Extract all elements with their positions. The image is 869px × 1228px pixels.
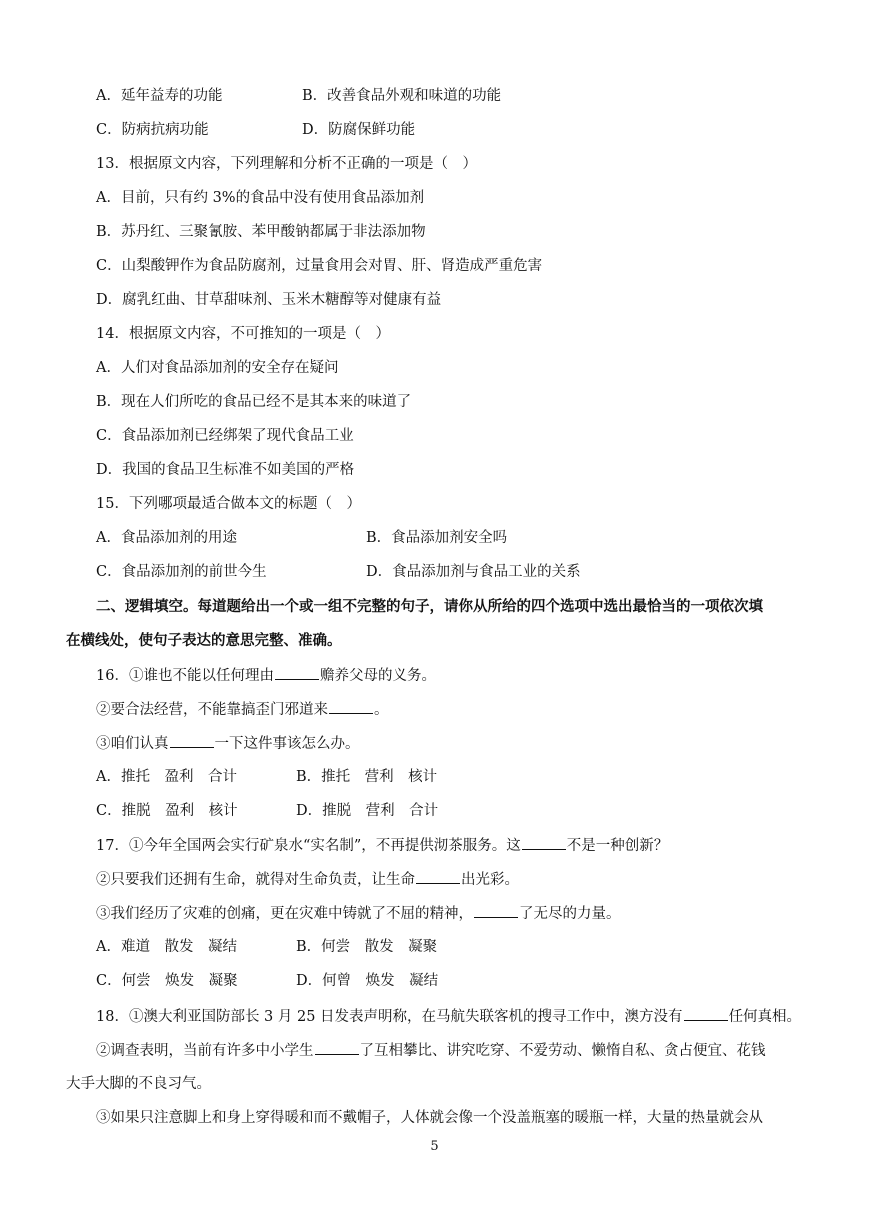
q15-option-a: A．食品添加剂的用途: [96, 530, 237, 546]
q14-option-a: A．人们对食品添加剂的安全存在疑问: [96, 360, 339, 376]
fill-blank: [416, 869, 460, 884]
q17-s2-post: 出光彩。: [461, 872, 519, 888]
q14-option-d: D．我国的食品卫生标准不如美国的严格: [96, 462, 355, 478]
q12-option-c: C．防病抗病功能: [96, 122, 209, 138]
q17-sentence-3: [96, 903, 621, 924]
q16-s3-pre: ③咱们认真: [96, 736, 169, 752]
q18-sentence-2: [96, 1040, 766, 1061]
q13-option-d: D．腐乳红曲、甘草甜味剂、玉米木糖醇等对健康有益: [96, 292, 442, 308]
q13-option-c: C．山梨酸钾作为食品防腐剂，过量食用会对胃、肝、肾造成严重危害: [96, 258, 543, 274]
q18-sentence-2-continued: 大手大脚的不良习气。: [66, 1076, 211, 1092]
q13-option-a: A．目前，只有约 3%的食品中没有使用食品添加剂: [96, 190, 425, 206]
q15-option-b: B．食品添加剂安全吗: [366, 530, 508, 546]
q16-option-a: A．推托 盈利 合计: [96, 769, 237, 785]
q18-s2-pre: ②调查表明，当前有许多中小学生: [96, 1043, 314, 1059]
q18-sentence-3: ③如果只注意脚上和身上穿得暖和而不戴帽子，人体就会像一个没盖瓶塞的暖瓶一样，大量的热量就会从: [96, 1110, 763, 1126]
section2-heading-line1: 二、逻辑填空。每道题给出一个或一组不完整的句子，请你从所给的四个选项中选出最恰当的一项依次填: [96, 598, 763, 615]
q16-option-d: D．推脱 营利 合计: [296, 803, 439, 819]
q17-s2-pre: ②只要我们还拥有生命，就得对生命负责，让生命: [96, 872, 415, 888]
q12-option-a: A．延年益寿的功能: [96, 88, 223, 104]
q16-s1-post: 赡养父母的义务。: [319, 668, 436, 684]
fill-blank: [329, 699, 373, 714]
q17-option-b: B．何尝 散发 凝聚: [296, 939, 438, 955]
page-number: 5: [430, 1139, 439, 1154]
q16-s1-pre: 16．①谁也不能以任何理由: [96, 668, 274, 684]
q16-s2-pre: ②要合法经营，不能靠搞歪门邪道来: [96, 702, 328, 718]
q12-option-b: B．改善食品外观和味道的功能: [302, 88, 502, 104]
q12-option-d: D．防腐保鲜功能: [302, 122, 416, 138]
q13-option-b: B．苏丹红、三聚氰胺、苯甲酸钠都属于非法添加物: [96, 224, 426, 240]
q18-s1-pre: 18．①澳大利亚国防部长 3 月 25 日发表声明称，在马航失联客机的搜寻工作中，澳方没有: [96, 1009, 683, 1025]
q16-s2-post: 。: [374, 702, 389, 718]
q17-option-c: C．何尝 焕发 凝聚: [96, 973, 238, 989]
q18-sentence-1: [96, 1006, 801, 1027]
fill-blank: [315, 1040, 359, 1055]
q16-option-c: C．推脱 盈利 核计: [96, 803, 238, 819]
q16-s3-post: 一下这件事该怎么办。: [214, 736, 360, 752]
q16-option-b: B．推托 营利 核计: [296, 769, 438, 785]
q14-option-c: C．食品添加剂已经绑架了现代食品工业: [96, 428, 354, 444]
q14-option-b: B．现在人们所吃的食品已经不是其本来的味道了: [96, 394, 412, 410]
q18-s2-post: 了互相攀比、讲究吃穿、不爱劳动、懒惰自私、贪占便宜、花钱: [359, 1043, 766, 1059]
q17-sentence-1: [96, 835, 668, 856]
fill-blank: [275, 665, 319, 680]
fill-blank: [474, 903, 518, 918]
fill-blank: [522, 835, 566, 850]
q14-stem: 14．根据原文内容，不可推知的一项是（ ）: [96, 326, 390, 342]
fill-blank: [170, 733, 214, 748]
section2-heading-line2: 在横线处，使句子表达的意思完整、准确。: [66, 632, 342, 649]
q15-option-d: D．食品添加剂与食品工业的关系: [366, 564, 581, 580]
q17-option-a: A．难道 散发 凝结: [96, 939, 237, 955]
q17-option-d: D．何曾 焕发 凝结: [296, 973, 439, 989]
q17-s1-pre: 17．①今年全国两会实行矿泉水“实名制”，不再提供沏茶服务。这: [96, 838, 521, 854]
q15-option-c: C．食品添加剂的前世今生: [96, 564, 267, 580]
q16-sentence-3: [96, 733, 360, 754]
q17-s3-pre: ③我们经历了灾难的创痛，更在灾难中铸就了不屈的精神，: [96, 906, 473, 922]
fill-blank: [684, 1006, 728, 1021]
q13-stem: 13．根据原文内容，下列理解和分析不正确的一项是（ ）: [96, 156, 477, 172]
q16-sentence-1: [96, 665, 436, 686]
q17-sentence-2: [96, 869, 519, 890]
q17-s3-post: 了无尽的力量。: [519, 906, 621, 922]
q16-sentence-2: [96, 699, 389, 720]
q15-stem: 15．下列哪项最适合做本文的标题（ ）: [96, 496, 361, 512]
q17-s1-post: 不是一种创新？: [566, 838, 669, 854]
q18-s1-post: 任何真相。: [728, 1009, 802, 1025]
